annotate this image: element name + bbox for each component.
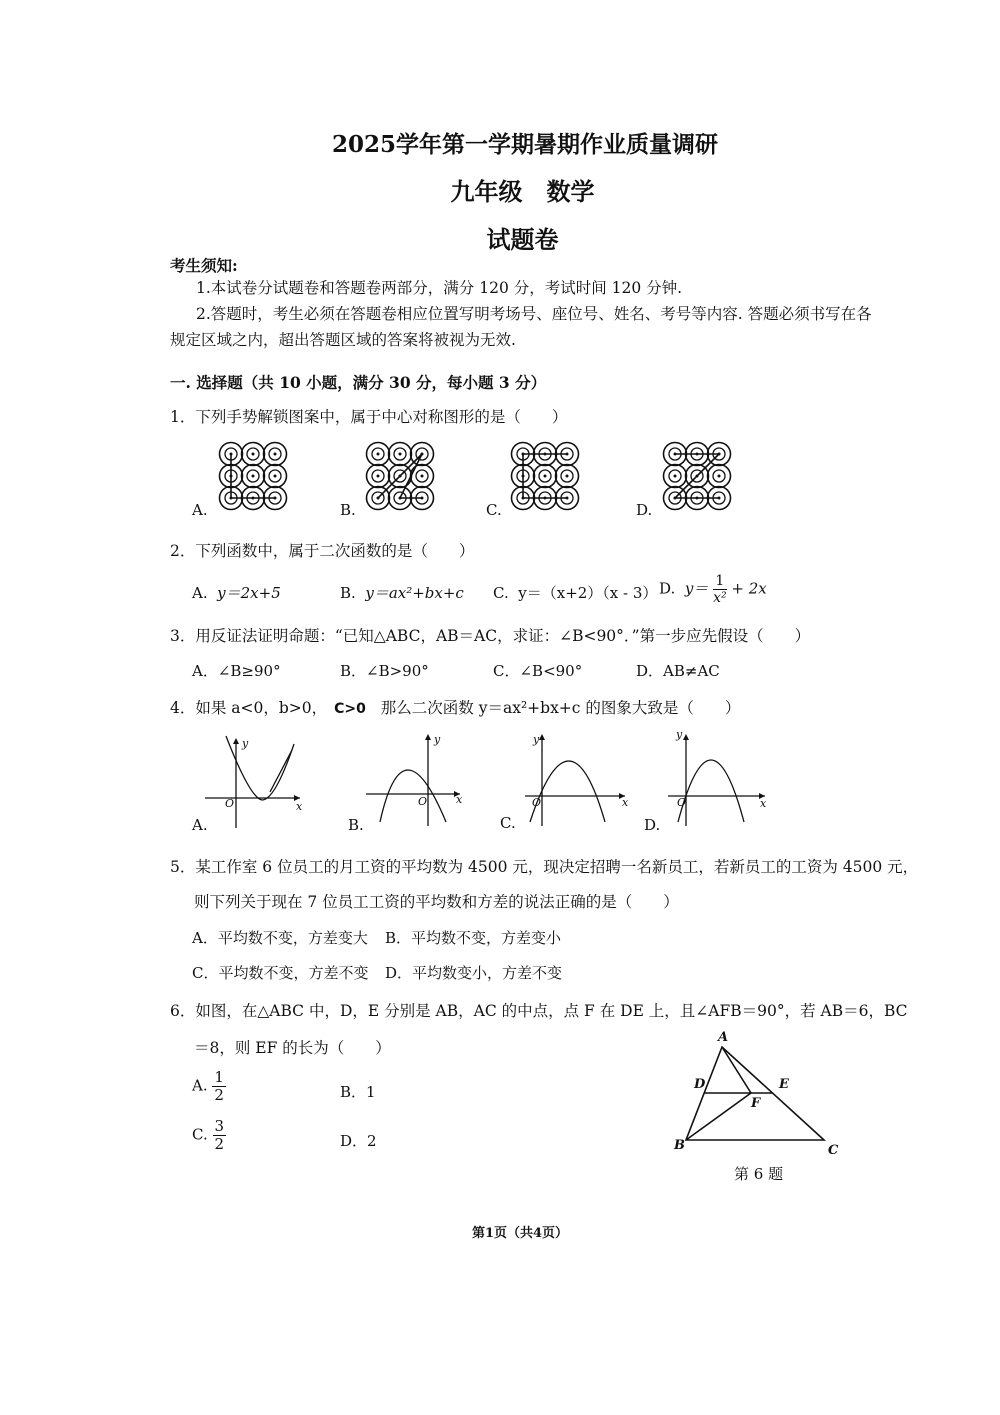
q6-point-e: E <box>779 1077 789 1092</box>
q6-option-a-label: A. <box>192 1076 208 1095</box>
paper-type: 试题卷 <box>486 225 559 254</box>
q6-line-2: ＝8，则 EF 的长为（ ） <box>194 1039 391 1057</box>
q5-option-d: D．平均数变小，方差不变 <box>385 964 563 982</box>
q2-option-d-y: y＝ <box>684 579 709 598</box>
q6-point-f: F <box>751 1096 761 1111</box>
q3-option-c: C．∠B<90° <box>493 662 583 680</box>
q5-line-1: 5．某工作室 6 位员工的月工资的平均数为 4500 元，现决定招聘一名新员工，若新员工的工资为 4500 元， <box>170 858 919 876</box>
q2-option-b-expr: y＝ax²+bx+c <box>365 584 464 602</box>
q4-b-x-label: x <box>456 793 463 806</box>
q4-d-origin: O <box>677 796 687 809</box>
q6-point-c: C <box>828 1143 839 1158</box>
q4-c-origin: O <box>532 796 542 809</box>
notice-item-2: 2.答题时，考生必须在答题卷相应位置写明考场号、座位号、姓名、考号等内容. 答题必须书写在各 <box>196 305 872 323</box>
notice-heading: 考生须知: <box>170 256 238 275</box>
q6-option-a-numerator: 1 <box>214 1068 224 1086</box>
q6-point-d: D <box>694 1077 706 1092</box>
q4-c-y-label: y <box>533 733 540 746</box>
q3-option-d: D．AB≠AC <box>636 662 720 680</box>
notice-item-2-cont: 规定区域之内，超出答题区域的答案将被视为无效. <box>170 331 516 349</box>
q2-stem: 2．下列函数中，属于二次函数的是（ ） <box>170 542 475 560</box>
q3-option-a: A．∠B≥90° <box>192 662 281 680</box>
q4-d-x-label: x <box>760 797 767 810</box>
q1-stem: 1．下列手势解锁图案中，属于中心对称图形的是（ ） <box>170 408 568 426</box>
q2-option-d-label: D. <box>659 579 676 598</box>
q4-handwritten-note: C>0 <box>334 701 366 717</box>
q6-option-d: D．2 <box>340 1132 377 1150</box>
q6-option-c-numerator: 3 <box>214 1117 225 1135</box>
q2-option-c-label: C. <box>493 584 509 602</box>
q6-point-a: A <box>718 1030 729 1045</box>
q6-line-1: 6．如图，在△ABC 中，D，E 分别是 AB，AC 的中点，点 F 在 DE 上，且∠AFB＝90°，若 AB＝6，BC <box>170 1002 908 1020</box>
q5-option-a: A．平均数不变，方差变大 <box>192 929 368 947</box>
q6-point-b: B <box>674 1138 685 1153</box>
notice-item-1: 1.本试卷分试题卷和答题卷两部分，满分 120 分，考试时间 120 分钟. <box>196 279 683 297</box>
q4-stem-pre: 4．如果 a<0，b>0， <box>170 699 328 717</box>
q2-option-d-tail: + 2x <box>731 579 767 598</box>
q4-a-origin: O <box>225 797 235 810</box>
q4-label-c: C. <box>500 814 516 832</box>
q4-b-origin: O <box>418 795 428 808</box>
q4-a-x-label: x <box>296 800 303 813</box>
q4-label-a: A. <box>192 816 208 834</box>
q4-stem-post: 那么二次函数 y＝ax²+bx+c 的图象大致是（ ） <box>380 699 741 717</box>
q5-option-c: C．平均数不变，方差不变 <box>192 964 369 982</box>
q1-label-b: B. <box>340 501 356 519</box>
q3-stem: 3．用反证法证明命题：“已知△ABC，AB＝AC，求证：∠B<90°．”第一步应先假设（ ） <box>170 627 811 645</box>
q2-option-c-expr: y＝（x+2）（x - 3） <box>518 584 658 602</box>
q6-figure-caption: 第 6 题 <box>734 1165 784 1183</box>
exam-title: 2025学年第一学期暑期作业质量调研 <box>331 131 718 158</box>
section-heading: 一. 选择题（共 10 小题，满分 30 分，每小题 3 分） <box>170 373 547 392</box>
q5-line-2: 则下列关于现在 7 位员工工资的平均数和方差的说法正确的是（ ） <box>194 893 679 911</box>
q6-option-b: B．1 <box>340 1083 376 1101</box>
q4-a-y-label: y <box>242 737 249 750</box>
q6-option-c-denominator: 2 <box>214 1135 225 1153</box>
q1-label-c: C. <box>486 501 502 519</box>
q2-option-a-label: A. <box>192 584 208 602</box>
exam-subtitle: 九年级 数学 <box>450 177 595 206</box>
q1-label-d: D. <box>636 501 653 519</box>
q2-option-a-expr: y＝2x+5 <box>217 584 281 602</box>
q6-option-c-label: C. <box>192 1125 208 1144</box>
q4-b-y-label: y <box>434 733 441 746</box>
q5-option-b: B．平均数不变，方差变小 <box>385 929 562 947</box>
page-number: 第1页（共4页） <box>471 1226 569 1241</box>
q1-label-a: A. <box>192 501 208 519</box>
q4-c-x-label: x <box>622 796 629 809</box>
q4-label-b: B. <box>348 816 364 834</box>
q3-option-b: B．∠B>90° <box>340 662 429 680</box>
q6-option-a-denominator: 2 <box>214 1086 224 1104</box>
q2-option-d-denominator: x² <box>713 590 727 606</box>
q4-label-d: D. <box>644 816 661 834</box>
q2-option-d-numerator: 1 <box>713 574 727 590</box>
q4-d-y-label: y <box>676 728 683 741</box>
q2-option-b-label: B. <box>340 584 356 602</box>
